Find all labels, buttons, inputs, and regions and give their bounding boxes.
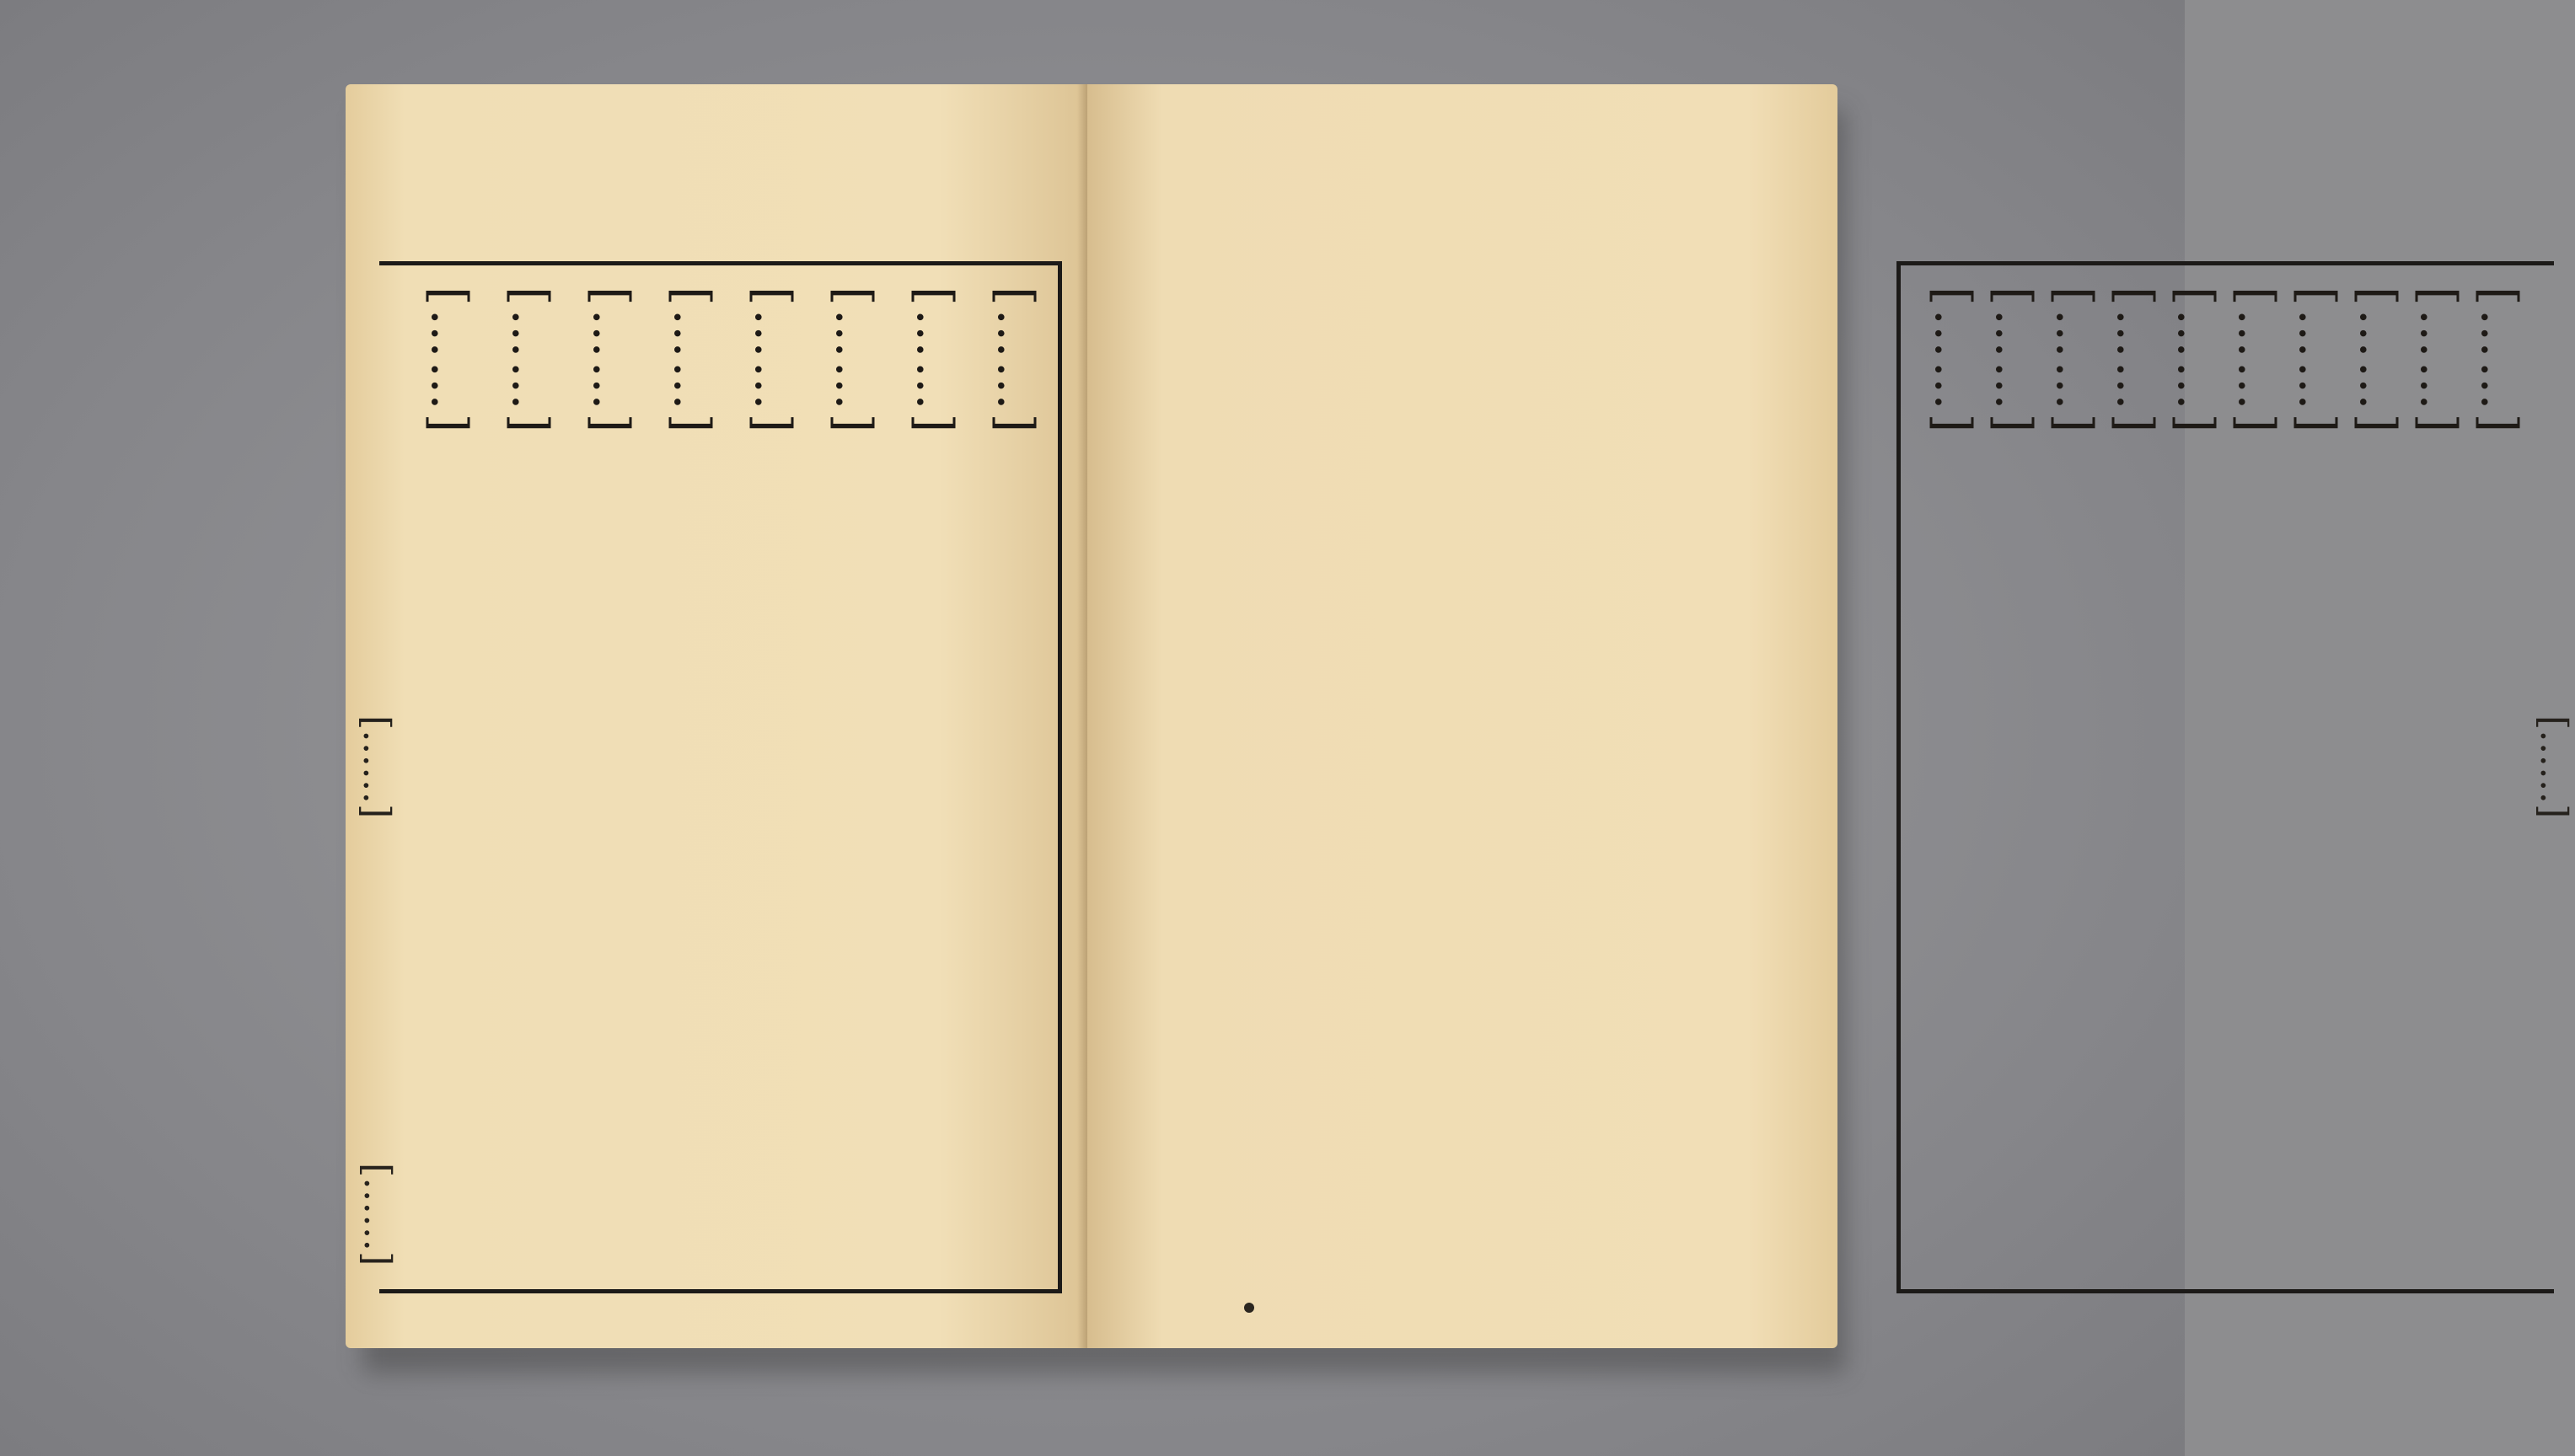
left-text-column: [……] — [663, 286, 721, 436]
right-text-column: [……] — [1985, 286, 2042, 436]
left-text-column: [……] — [502, 286, 559, 436]
left-text-column: [……] — [906, 286, 963, 436]
open-book — [346, 84, 2575, 1365]
right-text-column: [……] — [2410, 286, 2467, 436]
right-text-column: [……] — [2106, 286, 2164, 436]
binding-hole — [1244, 1303, 1254, 1313]
left-margin-column: [……] — [355, 715, 398, 819]
left-folio: [……] — [356, 1163, 399, 1266]
left-text-column: [……] — [582, 286, 640, 436]
left-text-column: [……] — [744, 286, 802, 436]
right-text-column: [……] — [2288, 286, 2346, 436]
right-text-column: [……] — [2167, 286, 2224, 436]
right-text-column: [……] — [2349, 286, 2406, 436]
right-text-column: [……] — [2228, 286, 2285, 436]
left-text-column: [……] — [421, 286, 478, 436]
right-margin-column: [……] — [2532, 715, 2575, 819]
left-text-column: [……] — [825, 286, 882, 436]
right-text-column: [……] — [2046, 286, 2103, 436]
right-page — [1087, 84, 2575, 1348]
right-text-column: [……] — [1924, 286, 1982, 436]
left-page — [346, 84, 1087, 1348]
left-text-column: [……] — [987, 286, 1044, 436]
right-text-column: [……] — [2470, 286, 2528, 436]
